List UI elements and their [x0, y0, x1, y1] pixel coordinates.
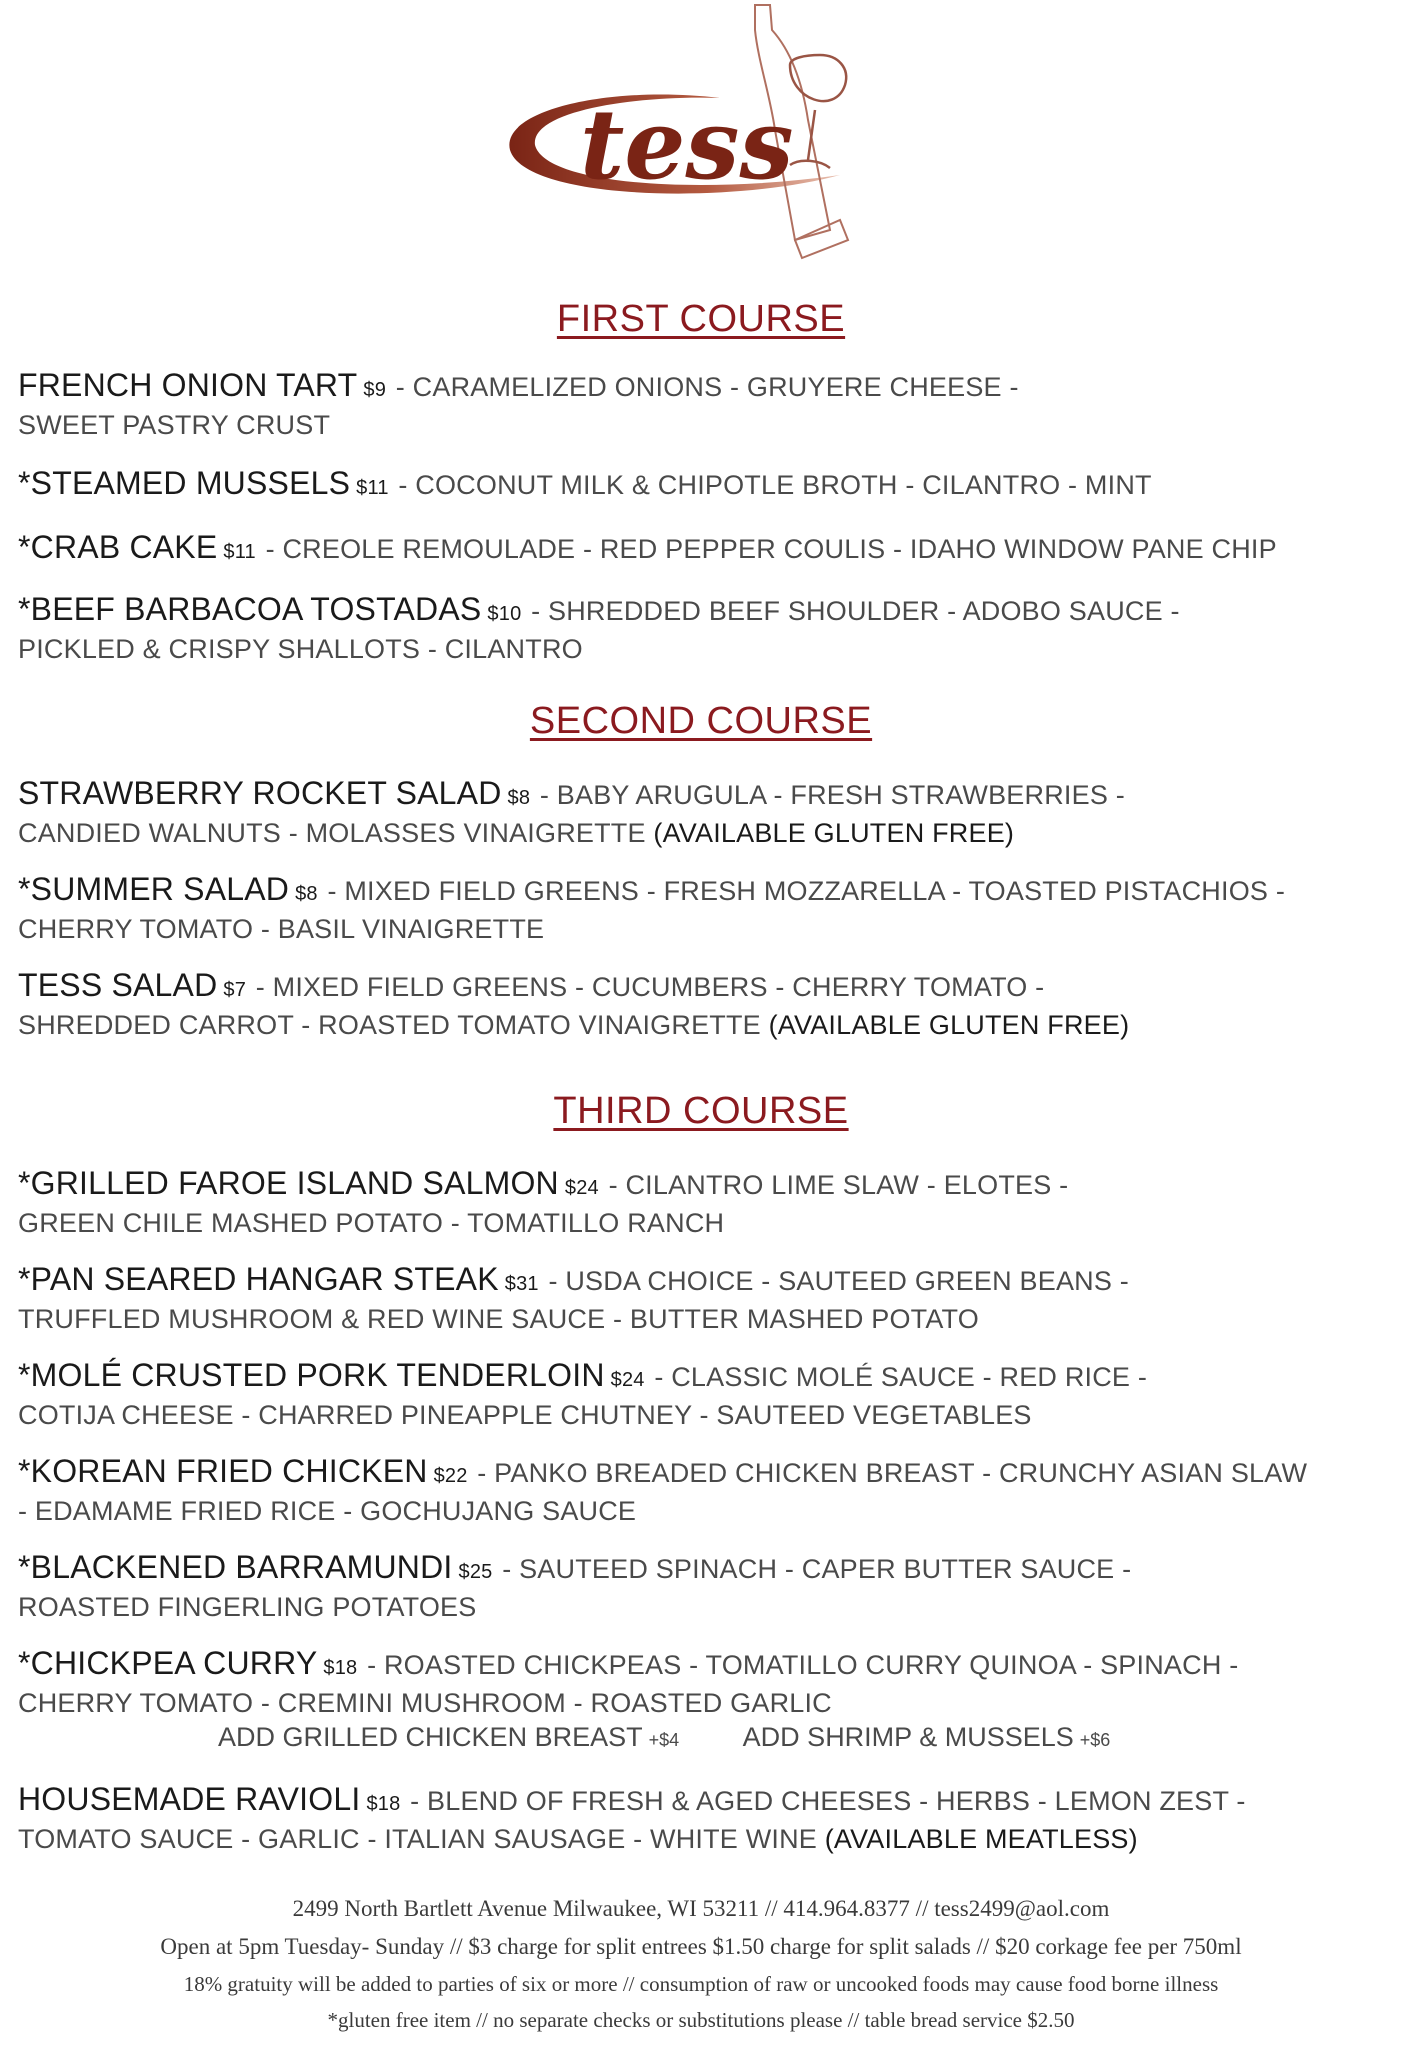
- item-price: $11: [223, 541, 256, 563]
- item-name: *STEAMED MUSSELS: [18, 465, 351, 501]
- item-price: $24: [610, 1369, 645, 1391]
- item-note: (AVAILABLE GLUTEN FREE): [653, 818, 1015, 848]
- item-price: $8: [507, 787, 531, 809]
- addon-options: [218, 1722, 1110, 1753]
- tess-logo: [490, 0, 890, 265]
- item-description-2: SWEET PASTRY CRUST: [18, 410, 331, 440]
- menu-item: [18, 1646, 1388, 1721]
- item-description-2: GREEN CHILE MASHED POTATO - TOMATILLO RANCH: [18, 1208, 725, 1238]
- item-description: - ROASTED CHICKPEAS - TOMATILLO CURRY QUINOA - SPINACH -: [367, 1650, 1239, 1680]
- addon-label: ADD SHRIMP & MUSSELS: [742, 1722, 1074, 1752]
- item-name: TESS SALAD: [18, 967, 218, 1003]
- menu-item: [18, 466, 1388, 506]
- item-name: *GRILLED FAROE ISLAND SALMON: [18, 1165, 559, 1201]
- item-description-2: CANDIED WALNUTS - MOLASSES VINAIGRETTE: [18, 818, 646, 848]
- item-price: $31: [504, 1273, 539, 1295]
- item-price: $24: [564, 1177, 599, 1199]
- item-price: $22: [433, 1465, 468, 1487]
- item-price: $18: [323, 1657, 358, 1679]
- item-price: $11: [356, 477, 389, 499]
- menu-item: [18, 776, 1388, 851]
- footer-address: 2499 North Bartlett Avenue Milwaukee, WI 53211 // 414.964.8377 // tess2499@aol.com: [292, 1896, 1110, 1921]
- menu-item: [18, 872, 1388, 947]
- item-description-2: - EDAMAME FRIED RICE - GOCHUJANG SAUCE: [18, 1496, 637, 1526]
- menu-item: [18, 530, 1388, 570]
- item-description-2: CHERRY TOMATO - CREMINI MUSHROOM - ROASTED GARLIC: [18, 1688, 832, 1718]
- item-description-2: SHREDDED CARROT - ROASTED TOMATO VINAIGRETTE: [18, 1010, 761, 1040]
- footer-gratuity: 18% gratuity will be added to parties of six or more // consumption of raw or uncooked foods may cause food borne illness: [183, 1972, 1219, 1996]
- item-name: *CRAB CAKE: [18, 529, 218, 565]
- menu-item: [18, 592, 1388, 667]
- item-description-2: CHERRY TOMATO - BASIL VINAIGRETTE: [18, 914, 545, 944]
- item-description: - CILANTRO LIME SLAW - ELOTES -: [608, 1170, 1069, 1200]
- menu-item: [18, 1550, 1388, 1625]
- item-price: $25: [458, 1561, 493, 1583]
- item-description: - USDA CHOICE - SAUTEED GREEN BEANS -: [548, 1266, 1129, 1296]
- addon-label: ADD GRILLED CHICKEN BREAST: [218, 1722, 643, 1752]
- item-description: - COCONUT MILK & CHIPOTLE BROTH - CILANTRO - MINT: [398, 470, 1152, 500]
- item-name: *BEEF BARBACOA TOSTADAS: [18, 591, 482, 627]
- menu-item: [18, 1358, 1388, 1433]
- footer-notes: *gluten free item // no separate checks or substitutions please // table bread service $2.50: [327, 2008, 1075, 2032]
- section-title-third-course: THIRD COURSE: [553, 1090, 849, 1132]
- item-description: - SAUTEED SPINACH - CAPER BUTTER SAUCE -: [502, 1554, 1132, 1584]
- item-description: - CREOLE REMOULADE - RED PEPPER COULIS - IDAHO WINDOW PANE CHIP: [265, 534, 1277, 564]
- item-price: $9: [363, 379, 387, 401]
- item-description-2: ROASTED FINGERLING POTATOES: [18, 1592, 477, 1622]
- item-description-2: TRUFFLED MUSHROOM & RED WINE SAUCE - BUTTER MASHED POTATO: [18, 1304, 979, 1334]
- item-name: STRAWBERRY ROCKET SALAD: [18, 775, 502, 811]
- item-price: $10: [487, 603, 522, 625]
- menu-item: [18, 1454, 1388, 1529]
- item-name: *MOLÉ CRUSTED PORK TENDERLOIN: [18, 1357, 605, 1393]
- logo-wordmark: tess: [580, 88, 794, 201]
- item-description: - MIXED FIELD GREENS - CUCUMBERS - CHERRY TOMATO -: [255, 972, 1045, 1002]
- item-price: $7: [223, 979, 247, 1001]
- item-description: - SHREDDED BEEF SHOULDER - ADOBO SAUCE -: [531, 596, 1180, 626]
- menu-item: [18, 1782, 1388, 1857]
- item-name: *CHICKPEA CURRY: [18, 1645, 318, 1681]
- footer-hours-charges: Open at 5pm Tuesday- Sunday // $3 charge for split entrees $1.50 charge for split salads // $20 corkage fee per 750ml: [160, 1934, 1242, 1959]
- item-description: - PANKO BREADED CHICKEN BREAST - CRUNCHY ASIAN SLAW: [477, 1458, 1308, 1488]
- item-name: FRENCH ONION TART: [18, 367, 358, 403]
- item-description: - BLEND OF FRESH & AGED CHEESES - HERBS - LEMON ZEST -: [410, 1786, 1246, 1816]
- item-description: - BABY ARUGULA - FRESH STRAWBERRIES -: [539, 780, 1125, 810]
- item-note: (AVAILABLE GLUTEN FREE): [768, 1010, 1130, 1040]
- addon-price: +$4: [648, 1730, 680, 1750]
- section-title-first-course: FIRST COURSE: [556, 298, 846, 340]
- menu-item: [18, 968, 1388, 1043]
- item-name: HOUSEMADE RAVIOLI: [18, 1781, 361, 1817]
- item-name: *KOREAN FRIED CHICKEN: [18, 1453, 428, 1489]
- wine-bottle-glass-logo-icon: [490, 0, 890, 265]
- item-name: *BLACKENED BARRAMUNDI: [18, 1549, 453, 1585]
- item-price: $18: [366, 1793, 401, 1815]
- item-note: (AVAILABLE MEATLESS): [824, 1824, 1138, 1854]
- section-title-second-course: SECOND COURSE: [529, 700, 873, 742]
- item-description: - CARAMELIZED ONIONS - GRUYERE CHEESE -: [395, 372, 1019, 402]
- menu-item: [18, 1166, 1388, 1241]
- item-description-2: COTIJA CHEESE - CHARRED PINEAPPLE CHUTNEY - SAUTEED VEGETABLES: [18, 1400, 1032, 1430]
- item-description-2: TOMATO SAUCE - GARLIC - ITALIAN SAUSAGE - WHITE WINE: [18, 1824, 817, 1854]
- item-name: *SUMMER SALAD: [18, 871, 290, 907]
- addon-price: +$6: [1079, 1730, 1111, 1750]
- item-description: - CLASSIC MOLÉ SAUCE - RED RICE -: [654, 1362, 1148, 1392]
- menu-item: [18, 368, 1388, 443]
- item-description-2: PICKLED & CRISPY SHALLOTS - CILANTRO: [18, 634, 583, 664]
- item-price: $8: [295, 883, 318, 905]
- item-description: - MIXED FIELD GREENS - FRESH MOZZARELLA - TOASTED PISTACHIOS -: [327, 876, 1286, 906]
- item-name: *PAN SEARED HANGAR STEAK: [18, 1261, 499, 1297]
- menu-item: [18, 1262, 1388, 1337]
